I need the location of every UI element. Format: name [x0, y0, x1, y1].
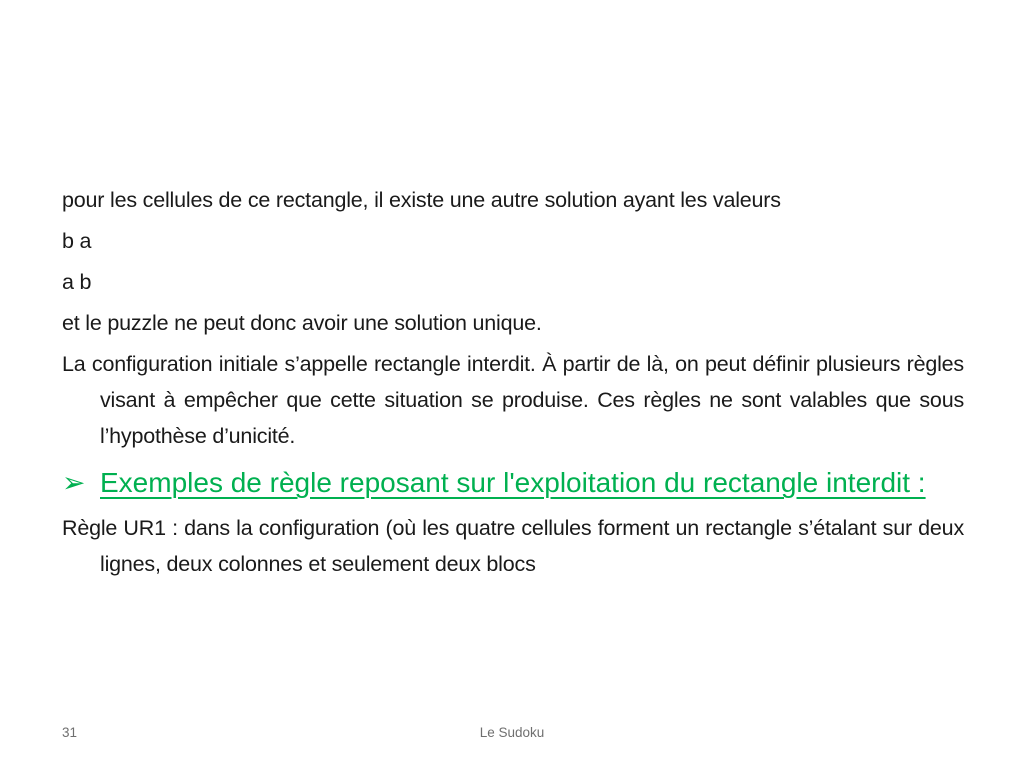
arrow-bullet-icon: ➢: [62, 467, 86, 498]
rule-paragraph: Règle UR1 : dans la configuration (où les quatre cellules forment un rectangle s’étalant sur deux lignes, deux colonnes et seulement deux blocs: [62, 516, 964, 576]
text-paragraph-4: et le puzzle ne peut donc avoir une solution unique.: [62, 311, 542, 335]
footer-title: Le Sudoku: [479, 725, 545, 740]
examples-link[interactable]: Exemples de règle reposant sur l'exploitation du rectangle interdit :: [100, 467, 926, 498]
slide-number: 31: [62, 725, 78, 740]
text-paragraph-1: pour les cellules de ce rectangle, il existe une autre solution ayant les valeurs: [62, 188, 781, 212]
bullet-item: [62, 459, 964, 507]
text-paragraph-5: La configuration initiale s’appelle rectangle interdit. À partir de là, on peut définir plusieurs règles visant à empêcher que cette situation se produise. Ces règles ne sont valables que sous l’hypothèse d’unicité.: [62, 352, 964, 448]
text-paragraph-2: b a: [62, 229, 92, 253]
slide-body: [62, 182, 964, 587]
text-paragraph-3: a b: [62, 270, 92, 294]
